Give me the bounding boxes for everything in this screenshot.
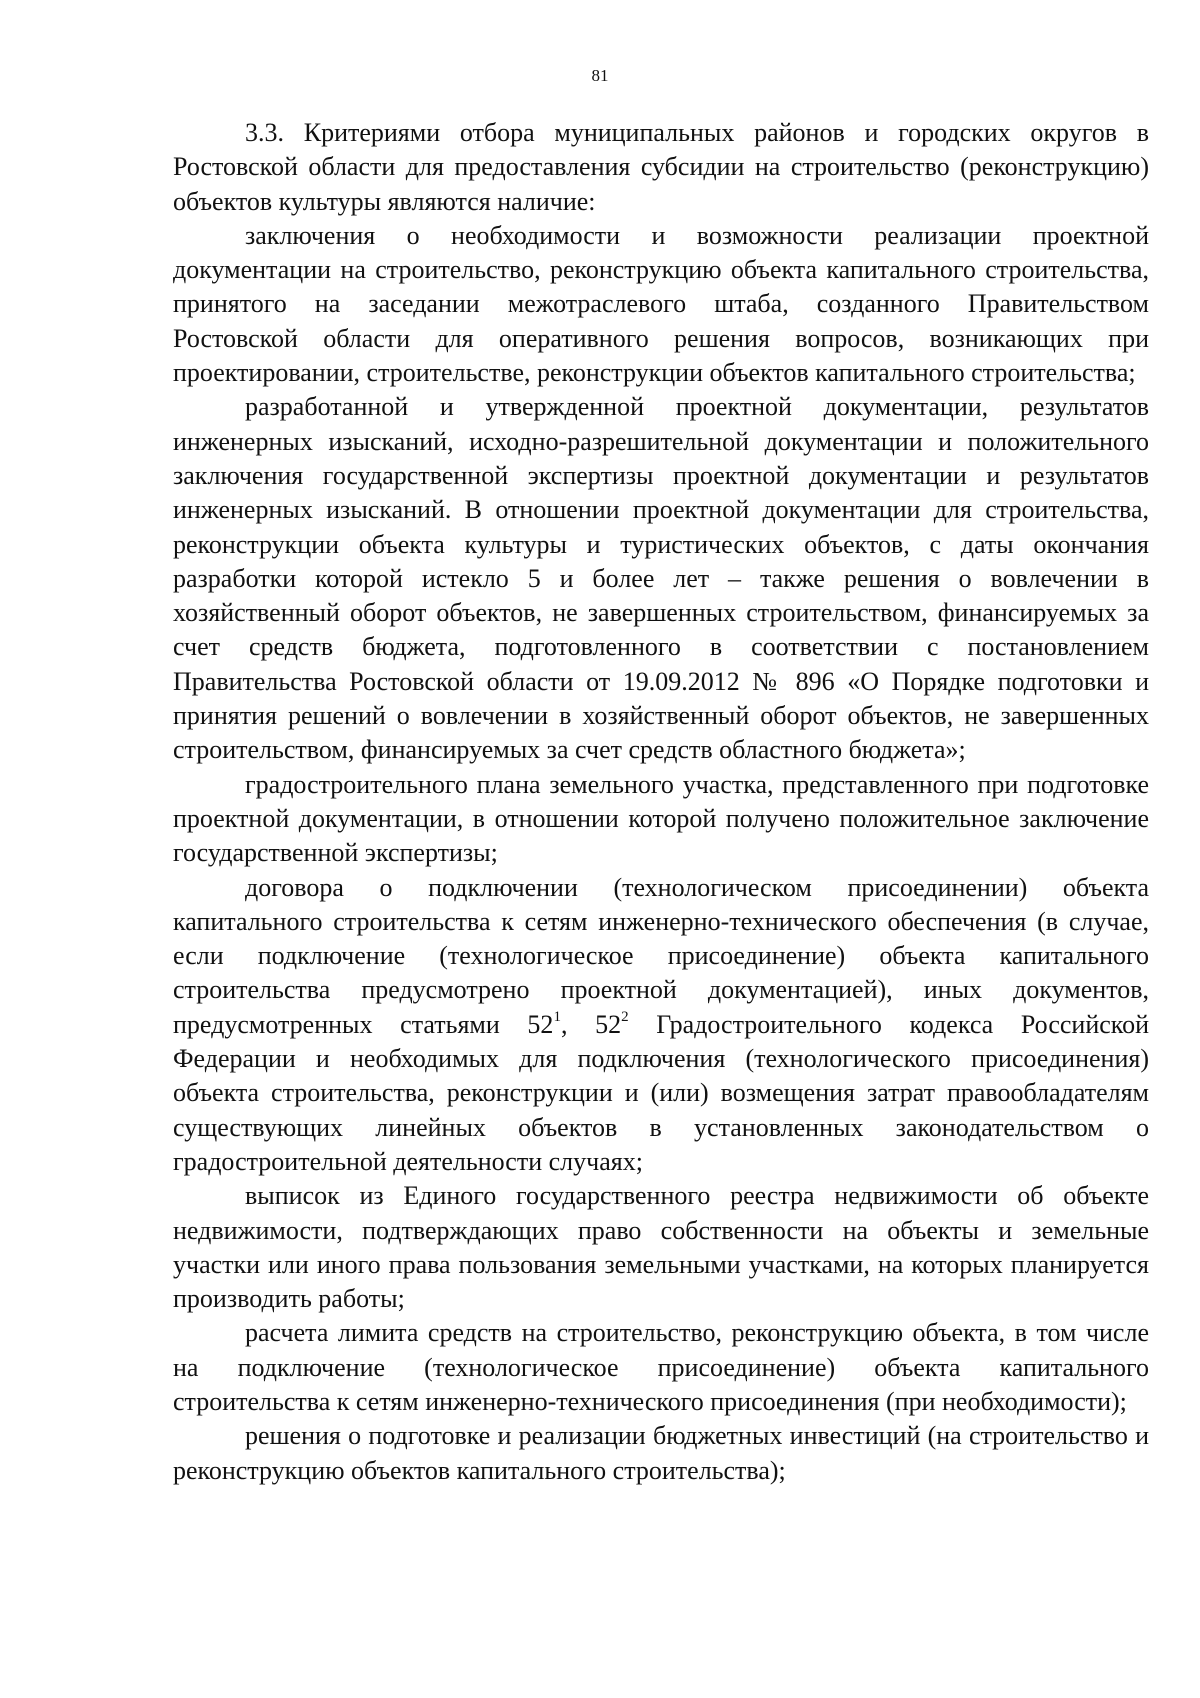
superscript-2: 2 [621, 1009, 629, 1026]
paragraph-funds-limit-calculation: расчета лимита средств на строительство, реконструкцию объекта, в том числе на подключение (технологическое присоединение) объекта капитального строительства к сетям инженерно-технического присоединения (при необходимости); [173, 1318, 1149, 1416]
superscript-1: 1 [553, 1009, 561, 1026]
paragraph-connection-agreement [173, 871, 1149, 1180]
paragraph-budget-investments-decision: решения о подготовке и реализации бюджетных инвестиций (на строительство и реконструкцию объектов капитального строительства); [173, 1421, 1149, 1485]
connection-text-part-2: , 52 [560, 1009, 622, 1039]
paragraph-urban-planning-plan: градостроительного плана земельного участка, представленного при подготовке проектной документации, в отношении которой получено положительное заключение государственной экспертизы; [173, 769, 1149, 868]
page-number: 81 [591, 66, 609, 85]
paragraph-conclusion-necessity: заключения о необходимости и возможности реализации проектной документации на строительство, реконструкцию объекта капитального строительства, принятого на заседании межотраслевого штаба, созданного Правительством Ростовской области для оперативного решения вопросов, возникающих при проектировании, строительстве, реконструкции объектов капитального строительства; [173, 220, 1149, 388]
paragraph-registry-extracts: выписок из Единого государственного реестра недвижимости об объекте недвижимости, подтверждающих право собственности на объекты и земельные участки или иного права пользования земельными участками, на которых планируется производить работы; [173, 1181, 1149, 1314]
paragraph-3-3-criteria: 3.3. Критериями отбора муниципальных районов и городских округов в Ростовской области для предоставления субсидии на строительство (реконструкцию) объектов культуры являются наличие: [173, 118, 1149, 216]
paragraph-project-documentation: разработанной и утвержденной проектной документации, результатов инженерных изысканий, исходно-разрешительной документации и положительного заключения государственной экспертизы проектной документации и результатов инженерных изысканий. В отношении проектной документации для строительства, реконструкции объекта культуры и туристических объектов, с даты окончания разработки которой истекло 5 и более лет – также решения о вовлечении в хозяйственный оборот объектов, не завершенных строительством, финансируемых за счет средств бюджета, подготовленного в соответствии с постановлением Правительства Ростовской области от 19.09.2012 № 896 «О Порядке подготовки и принятия решений о вовлечении в хозяйственный оборот объектов, не завершенных строительством, финансируемых за счет средств областного бюджета»; [173, 392, 1149, 765]
connection-text-part-1: договора о подключении (технологическом присоединении) объекта капитального строительства к сетям инженерно-технического обеспечения (в случае, если подключение (технологическое присоединение) объекта капитального строительства предусмотрено проектной документацией), иных документов, предусмотренных статьями 52 [173, 872, 1149, 1039]
document-body [173, 116, 1149, 1488]
connection-text-part-3: Градостроительного кодекса Российской Федерации и необходимых для подключения (технологического присоединения) объекта строительства, реконструкции и (или) возмещения затрат правообладателям существующих линейных объектов в установленных законодательством о градостроительной деятельности случаях; [173, 1009, 1149, 1176]
